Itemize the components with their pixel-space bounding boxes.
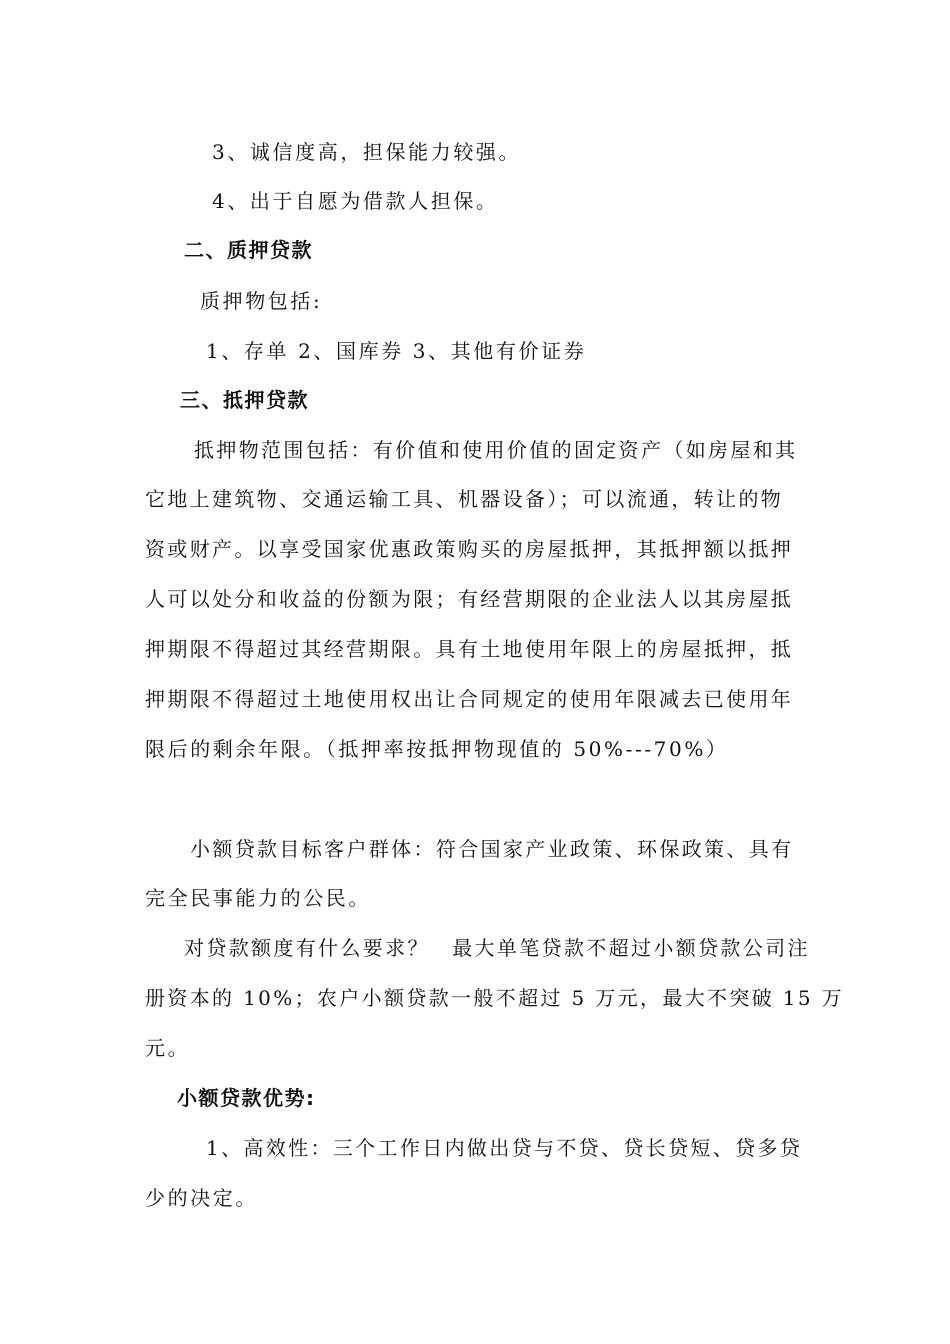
pledge-collateral-list: 1、存单 2、国库券 3、其他有价证券 <box>206 339 587 363</box>
mortgage-paragraph-line: 限后的剩余年限。（抵押率按抵押物现值的 50%---70%） <box>145 737 729 761</box>
list-item-3: 3、诚信度高，担保能力较强。 <box>212 140 522 164</box>
mortgage-paragraph-line: 资或财产。以享受国家优惠政策购买的房屋抵押，其抵押额以抵押 <box>145 537 794 561</box>
mortgage-paragraph-line: 它地上建筑物、交通运输工具、机器设备）；可以流通，转让的物 <box>145 487 784 511</box>
advantage-item-1: 1、高效性：三个工作日内做出贷与不贷、贷长贷短、贷多贷 <box>206 1136 803 1160</box>
section-heading-pledge-loan: 二、质押贷款 <box>184 238 313 262</box>
loan-limit-line: 对贷款额度有什么要求？ 最大单笔贷款不超过小额贷款公司注 <box>184 936 810 960</box>
target-customer-line: 完全民事能力的公民。 <box>145 886 371 910</box>
target-customer-line: 小额贷款目标客户群体：符合国家产业政策、环保政策、具有 <box>190 837 794 861</box>
advantage-item-1: 少的决定。 <box>145 1186 258 1210</box>
mortgage-paragraph-line: 抵押物范围包括：有价值和使用价值的固定资产（如房屋和其 <box>194 438 798 462</box>
section-heading-advantages: 小额贷款优势: <box>177 1086 316 1110</box>
loan-limit-line: 册资本的 10%；农户小额贷款一般不超过 5 万元，最大不突破 15 万 <box>145 986 845 1010</box>
mortgage-paragraph-line: 押期限不得超过土地使用权出让合同规定的使用年限减去已使用年 <box>145 687 794 711</box>
loan-limit-line: 元。 <box>145 1036 191 1060</box>
list-item-4: 4、出于自愿为借款人担保。 <box>212 189 499 213</box>
section-heading-mortgage-loan: 三、抵押贷款 <box>180 388 309 412</box>
pledge-collateral-label: 质押物包括: <box>200 289 323 313</box>
mortgage-paragraph-line: 押期限不得超过其经营期限。具有土地使用年限上的房屋抵押，抵 <box>145 637 794 661</box>
mortgage-paragraph-line: 人可以处分和收益的份额为限；有经营期限的企业法人以其房屋抵 <box>145 587 794 611</box>
